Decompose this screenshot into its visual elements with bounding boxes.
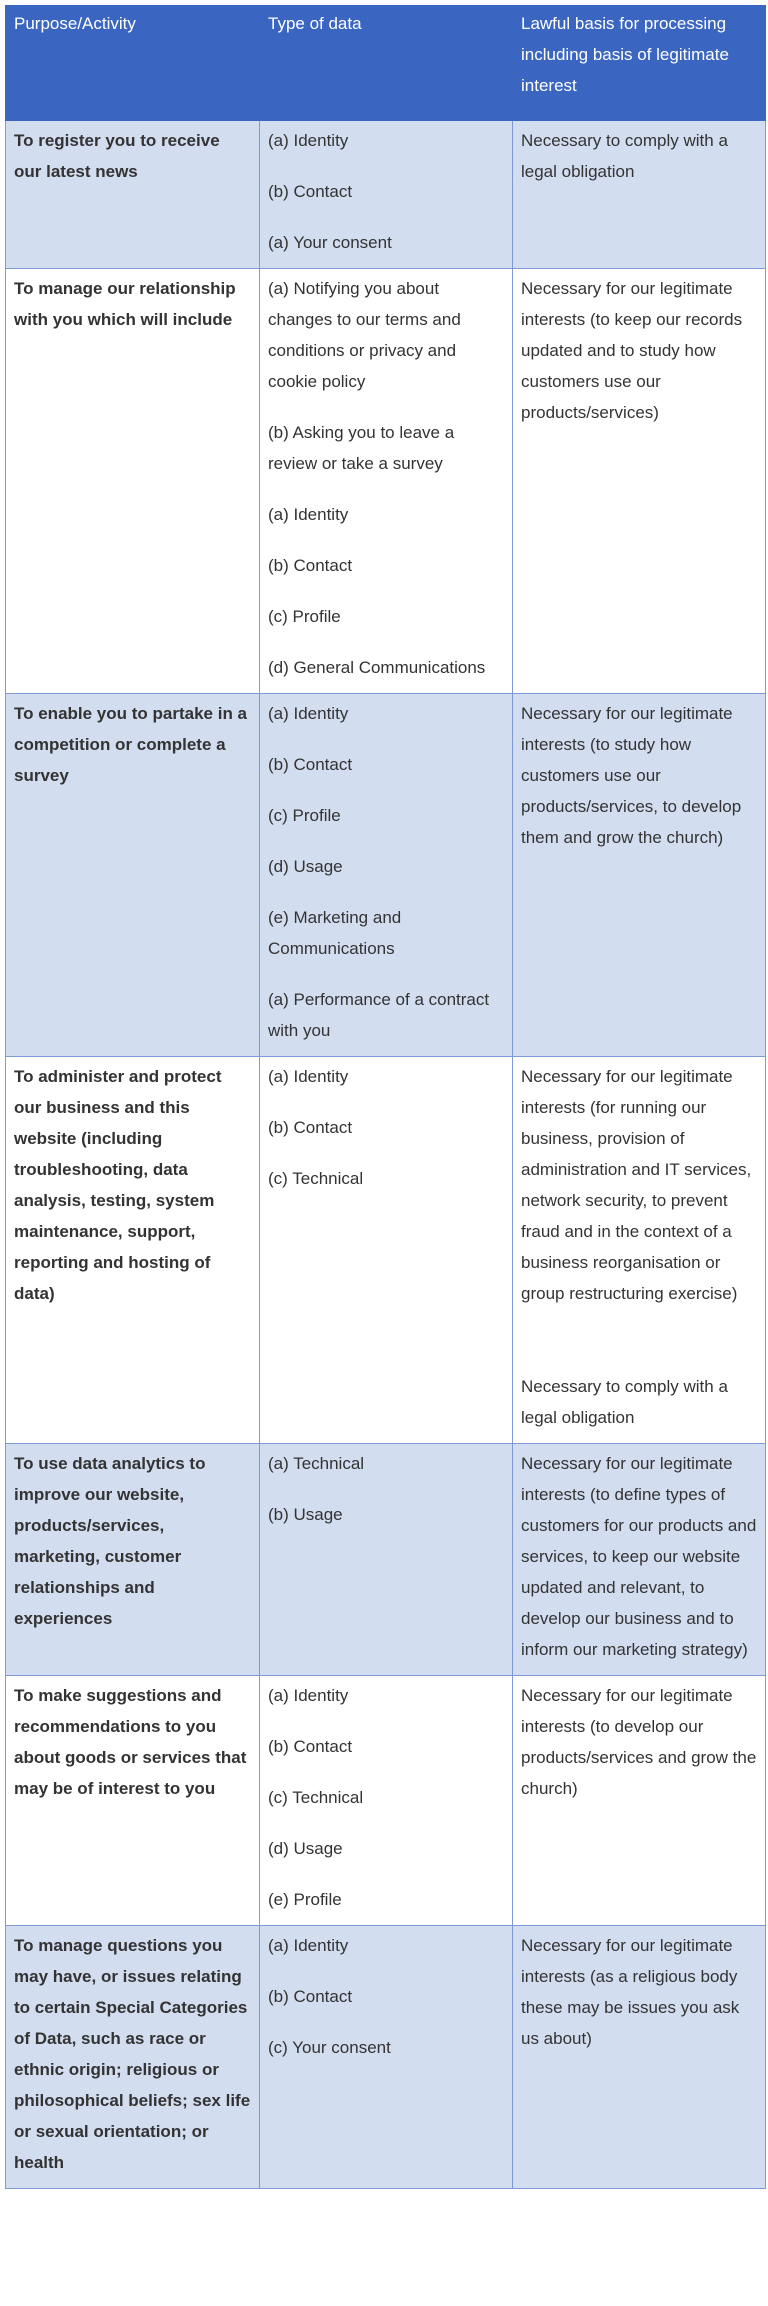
data-type-item: (b) Contact (268, 556, 353, 575)
data-type-item: (b) Contact (268, 1737, 353, 1756)
type-of-data-cell (260, 694, 513, 1057)
data-type-item: (c) Your consent (268, 2038, 391, 2057)
spacer (521, 1309, 757, 1371)
data-type-item: (a) Identity (268, 1936, 349, 1955)
purpose-cell: To use data analytics to improve our website, products/services, marketing, customer relationships and experiences (6, 1444, 260, 1676)
purpose-cell: To administer and protect our business and this website (including troubleshooting, data analysis, testing, system maintenance, support, reporting and hosting of data) (6, 1057, 260, 1444)
table-row (6, 269, 766, 694)
type-of-data-cell (260, 1444, 513, 1676)
data-type-item: (a) Performance of a contract with you (268, 990, 490, 1040)
lawful-basis-cell (513, 694, 766, 1057)
header-type-of-data: Type of data (260, 6, 513, 121)
data-type-item: (c) Technical (268, 1169, 364, 1188)
header-lawful-basis: Lawful basis for processing including basis of legitimate interest (513, 6, 766, 121)
data-type-item: (a) Your consent (268, 233, 392, 252)
lawful-basis-text: Necessary for our legitimate interests (to study how customers use our products/services, to develop them and grow the church) (521, 704, 742, 847)
lawful-basis-text: Necessary to comply with a legal obligation (521, 131, 728, 181)
data-type-item: (a) Identity (268, 1686, 349, 1705)
data-type-item: (b) Contact (268, 1987, 353, 2006)
lawful-basis-cell (513, 1444, 766, 1676)
data-type-item: (a) Identity (268, 1067, 349, 1086)
lawful-basis-table (5, 5, 766, 2189)
data-type-item: (b) Contact (268, 182, 353, 201)
data-type-item: (c) Profile (268, 607, 341, 626)
table-row (6, 121, 766, 269)
data-type-item: (c) Profile (268, 806, 341, 825)
lawful-basis-cell (513, 1676, 766, 1926)
data-type-item: (b) Asking you to leave a review or take a survey (268, 423, 455, 473)
data-type-item: (b) Usage (268, 1505, 343, 1524)
table-row (6, 1444, 766, 1676)
lawful-basis-table-container (5, 5, 765, 2189)
lawful-basis-text: Necessary for our legitimate interests (to define types of customers for our products and services, to keep our website updated and relevant, to develop our business and to inform our marketing strategy) (521, 1454, 757, 1659)
data-type-item: (b) Contact (268, 755, 353, 774)
purpose-cell: To enable you to partake in a competition or complete a survey (6, 694, 260, 1057)
type-of-data-cell (260, 269, 513, 694)
type-of-data-cell (260, 1926, 513, 2189)
lawful-basis-text: Necessary for our legitimate interests (as a religious body these may be issues you ask us about) (521, 1936, 740, 2048)
table-row (6, 1676, 766, 1926)
data-type-item: (e) Marketing and Communications (268, 908, 402, 958)
purpose-cell: To make suggestions and recommendations to you about goods or services that may be of interest to you (6, 1676, 260, 1926)
lawful-basis-text: Necessary to comply with a legal obligation (521, 1377, 728, 1427)
lawful-basis-text: Necessary for our legitimate interests (for running our business, provision of administration and IT services, network security, to prevent fraud and in the context of a business reorganisation or group restructuring exercise) (521, 1067, 752, 1303)
table-header-row (6, 6, 766, 121)
data-type-item: (a) Identity (268, 131, 349, 150)
table-row (6, 694, 766, 1057)
lawful-basis-cell (513, 1926, 766, 2189)
type-of-data-cell (260, 1057, 513, 1444)
data-type-item: (d) Usage (268, 857, 343, 876)
purpose-cell: To manage our relationship with you which will include (6, 269, 260, 694)
purpose-cell: To manage questions you may have, or issues relating to certain Special Categories of Data, such as race or ethnic origin; religious or philosophical beliefs; sex life or sexual orientation; or health (6, 1926, 260, 2189)
data-type-item: (e) Profile (268, 1890, 342, 1909)
data-type-item: (a) Identity (268, 505, 349, 524)
lawful-basis-text: Necessary for our legitimate interests (to keep our records updated and to study how customers use our products/services) (521, 279, 743, 422)
table-row (6, 1926, 766, 2189)
type-of-data-cell (260, 121, 513, 269)
lawful-basis-cell (513, 121, 766, 269)
data-type-item: (d) Usage (268, 1839, 343, 1858)
data-type-item: (a) Identity (268, 704, 349, 723)
data-type-item: (a) Notifying you about changes to our terms and conditions or privacy and cookie policy (268, 279, 461, 391)
data-type-item: (d) General Communications (268, 658, 486, 677)
data-type-item: (c) Technical (268, 1788, 364, 1807)
table-row (6, 1057, 766, 1444)
lawful-basis-cell (513, 1057, 766, 1444)
data-type-item: (a) Technical (268, 1454, 365, 1473)
header-purpose: Purpose/Activity (6, 6, 260, 121)
lawful-basis-text: Necessary for our legitimate interests (to develop our products/services and grow the church) (521, 1686, 757, 1798)
data-type-item: (b) Contact (268, 1118, 353, 1137)
lawful-basis-cell (513, 269, 766, 694)
type-of-data-cell (260, 1676, 513, 1926)
purpose-cell: To register you to receive our latest news (6, 121, 260, 269)
